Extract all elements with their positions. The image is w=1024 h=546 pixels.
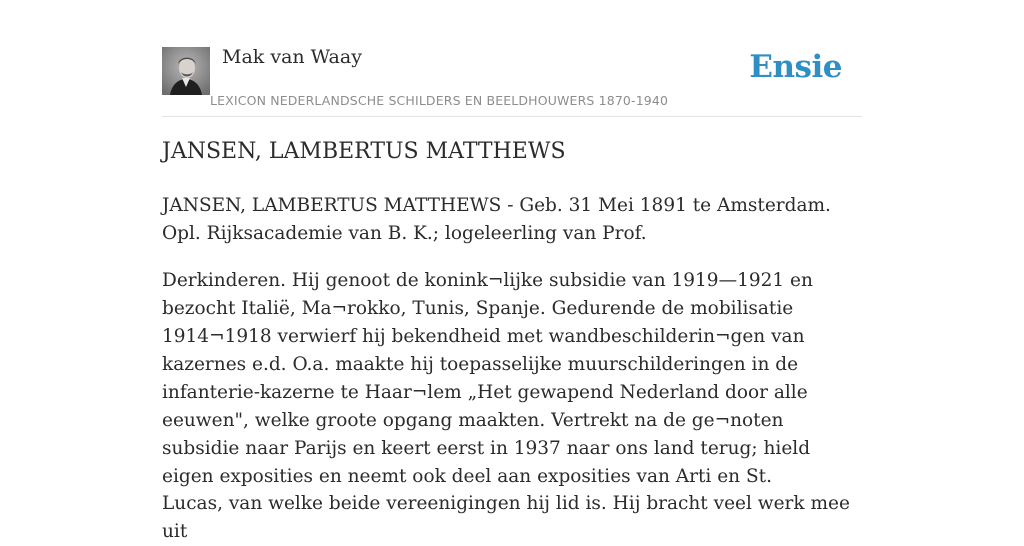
avatar[interactable] [162,47,210,95]
avatar-portrait-image [162,47,210,95]
page-title: JANSEN, LAMBERTUS MATTHEWS [162,139,566,164]
author-name[interactable]: Mak van Waay [222,46,362,68]
article-paragraph-3: Lucas, van welke beide vereenigingen hij lid is. Hij bracht veel werk mee uit [162,493,850,542]
source-title[interactable]: LEXICON NEDERLANDSCHE SCHILDERS EN BEELDHOUWERS 1870-1940 [210,93,669,108]
header [162,45,862,117]
article-paragraph-1: JANSEN, LAMBERTUS MATTHEWS - Geb. 31 Mei 1891 te Amsterdam. Opl. Rijksacademie van B. K.; logeleerling van Prof. [162,195,831,244]
article-paragraph-2: Derkinderen. Hij genoot de konink¬lijke subsidie van 1919—1921 en bezocht Italië, Ma¬rokko, Tunis, Spanje. Gedurende de mobilisatie 1914¬1918 verwierf hij bekendheid met wandbeschilderin¬gen van kazernes e.d. O.a. maakte hij toepasselijke muurschilderingen in de infanterie-kazerne te Haar¬lem „Het gewapend Nederland door alle eeuwen", welke groote opgang maakten. Vertrekt na de ge¬noten subsidie naar Parijs en keert eerst in 1937 naar ons land terug; hield eigen exposities en neemt ook deel aan exposities van Arti en St. [162,270,813,487]
ensie-logo[interactable]: Ensie [749,49,842,85]
